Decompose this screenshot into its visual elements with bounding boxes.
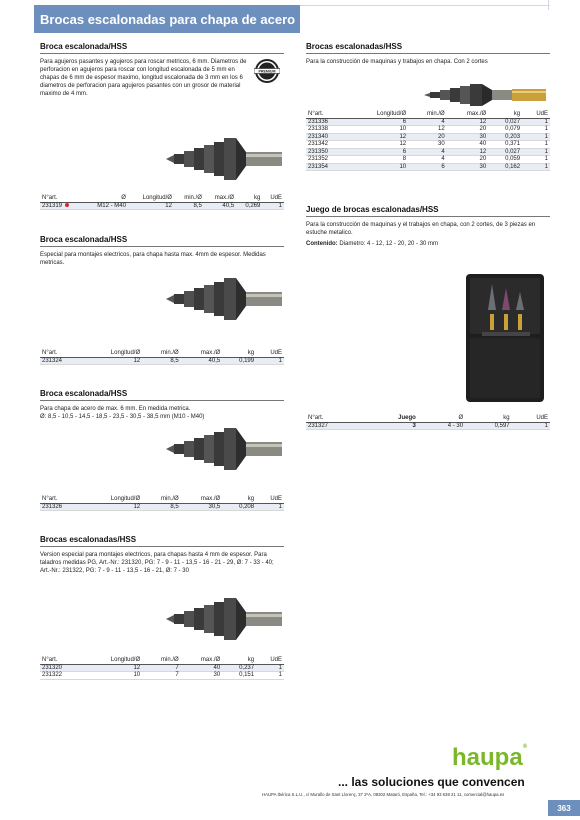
section-broca-231324 [40,235,284,267]
table-row: 231338 10 12 20 0,079 1 [308,126,548,133]
section-description: Para chapa de acero de max. 6 mm. En medida metrica. [40,406,191,412]
section-title: Juego de brocas escalonadas/HSS [306,205,550,217]
section-description: Para la construcción de maquinas y trabajos en chapa. Con 2 cortes [306,59,488,65]
section-content: Contenido: Diametro: 4 - 12, 12 - 20, 20 - 30 mm [306,241,439,247]
section-diameters: Ø: 8,5 - 10,5 - 14,5 - 18,5 - 23,5 - 30,5 - 38,5 mm (M10 - M40) [40,414,205,420]
table-row: 231340 12 20 30 0,203 1 [308,133,548,140]
section-description: Version especial para montajes electricos, para chapas hasta 4 mm de espesor. Para taladros medidas PG, Art.-Nr.: 231320, PG: 7 - 9 - 11 - 13,5 - 16 - 21 - 29, Ø: 7 - 33 - 40; Art.-Nr.: 231322, PG: 7 - 9 - 11 - 13,5 - 16 - 21, Ø: 7 - 30 [40,552,274,574]
section-description: Especial para montajes electricos, para chapa hasta max. 4mm de espesor. Medidas metricas. [40,252,266,266]
crop-mark [548,0,549,10]
new-item-dot-icon [65,203,69,207]
table-row: 231319 M12 - M40 12 8,5 40,5 0,269 1 [42,202,282,209]
table-row: 231320 12 7 40 0,237 1 [42,664,282,671]
table-row: 231336 6 4 12 0,027 1 [308,118,548,125]
section-title: Brocas escalonadas/HSS [306,42,550,54]
step-drill-image [160,588,286,650]
table-header: N°art. Longitud/Ø min./Ø max./Ø kg UdE [42,656,282,663]
spec-table-231326 [40,495,284,511]
table-row: 231354 10 6 30 0,162 1 [308,163,548,170]
table-header: N°art. Longitud/Ø min./Ø max./Ø kg UdE [42,349,282,356]
step-drill-image [160,268,286,330]
table-row: 231326 12 8,5 30,5 0,208 1 [42,503,282,510]
section-broca-231326 [40,389,284,421]
spec-table-231327 [306,414,550,430]
table-header: N°art. Longitud/Ø min./Ø max./Ø kg UdE [308,110,548,117]
table-row: 231322 10 7 30 0,151 1 [42,672,282,679]
page-header-bar [34,5,300,33]
section-title: Broca escalonada/HSS [40,42,284,54]
spec-table-2-cortes [306,110,550,171]
table-row: 231324 12 8,5 40,5 0,199 1 [42,357,282,364]
premium-badge [254,58,280,84]
section-brocas-231320 [40,535,284,575]
table-row: 231350 6 4 12 0,027 1 [308,148,548,155]
table-header: N°art. Juego Ø kg UdE [308,414,548,421]
table-row: 231342 12 30 40 0,371 1 [308,141,548,148]
table-header: N°art. Ø Longitud/Ø min./Ø max./Ø kg UdE [42,194,282,201]
spec-table-231324 [40,349,284,365]
svg-text:PREMIUM: PREMIUM [258,69,276,74]
section-brocas-2-cortes [306,42,550,66]
step-drill-image [160,128,286,190]
table-row: 231327 3 4 - 30 0,597 1 [308,422,548,429]
page-title: Brocas escalonadas para chapa de acero [40,12,296,27]
spec-table-231320 [40,656,284,680]
section-description: Para agujeros pasantes y agujeros para roscar metricos, 6 mm. Diametros de perforacion en agujeros para roscar con longitud escalonada de 5 mm en chapas de 6 mm de espesor maximo, longitud escalonada de 3 mm en los 6 diametros de perforacion para agujeros pasantes con un grosor de material maximo de 4 mm. [40,59,247,97]
slogan: ... las soluciones que convencen [338,775,525,789]
section-title: Brocas escalonadas/HSS [40,535,284,547]
metal-case-image [462,270,548,406]
section-broca-231319 [40,42,284,98]
section-title: Broca escalonada/HSS [40,235,284,247]
spec-table-231319 [40,194,284,210]
header-rule [300,5,550,6]
page-number: 363 [548,800,580,816]
section-title: Broca escalonada/HSS [40,389,284,401]
company-address: HAUPA Ibérica S.L.U., c/ Murallo de Sant Llorenç, 37 2ºA, 08302 Mataró, España, Tel.: +34 93 638 21 11, comercial@haupa.es [262,792,505,797]
table-row: 231352 8 4 20 0,059 1 [308,156,548,163]
section-description: Para la construcción de maquinas y el trabajos en chapa, con 2 cortes, de 3 piezas en estuche metalico. [306,222,536,236]
section-juego-231327 [306,205,550,248]
haupa-logo: haupa® [452,744,528,771]
step-drill-image [420,76,548,114]
step-drill-image [160,418,286,480]
table-header: N°art. Longitud/Ø min./Ø max./Ø kg UdE [42,495,282,502]
